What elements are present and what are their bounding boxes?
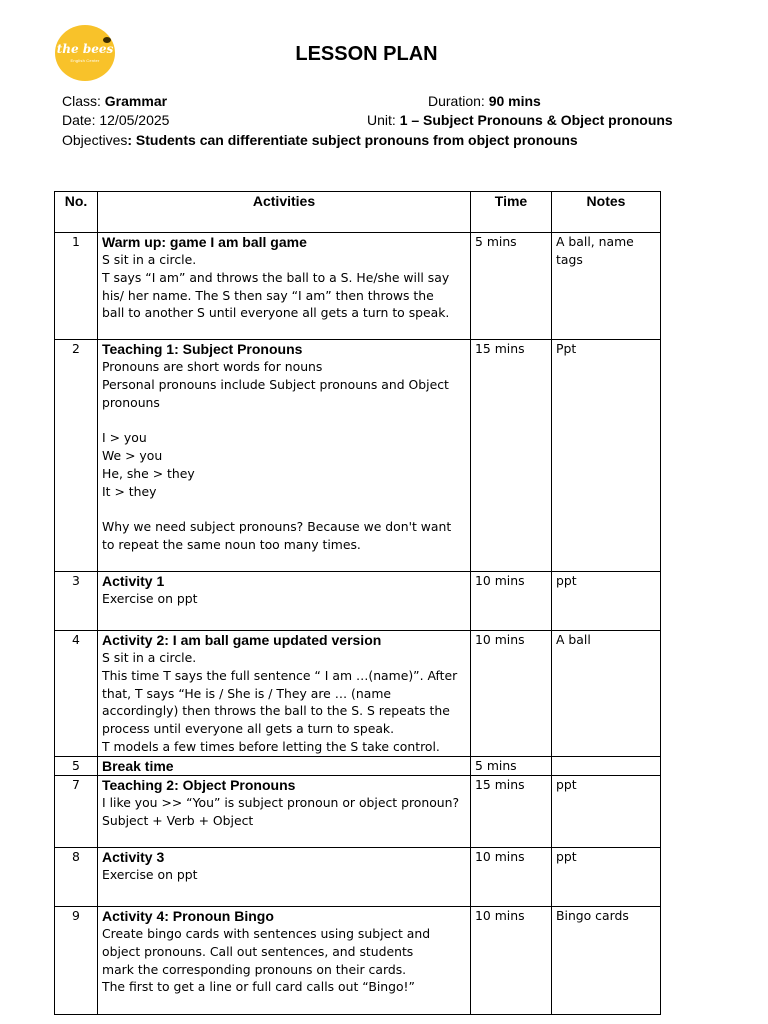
- objectives-label: Objectives: [62, 132, 128, 148]
- class-field: [62, 92, 167, 111]
- row-notes: [552, 233, 661, 340]
- activity-line: to repeat the same noun too many times.: [102, 536, 361, 552]
- header-time: Time: [471, 192, 552, 233]
- date-label: Date:: [62, 112, 100, 128]
- row-notes: [552, 776, 661, 848]
- row-notes: [552, 757, 661, 776]
- table-row: [55, 848, 661, 907]
- note-line: Bingo cards: [556, 908, 629, 923]
- row-activity: [98, 757, 471, 776]
- objectives-value: : Students can differentiate subject pronouns from object pronouns: [127, 132, 578, 148]
- activity-line: [102, 411, 466, 429]
- duration-value: 90 mins: [488, 93, 541, 109]
- row-notes: [552, 340, 661, 572]
- duration-label: Duration:: [428, 93, 489, 109]
- activity-line: Personal pronouns include Subject pronouns and Object: [102, 376, 449, 392]
- header-activities: Activities: [98, 192, 471, 233]
- activity-title: Activity 3: [102, 849, 165, 865]
- row-time: 10 mins: [471, 907, 552, 1015]
- activity-line: pronouns: [102, 394, 160, 410]
- activity-line: ball to another S until everyone all gets a turn to speak.: [102, 305, 450, 321]
- row-number: 2: [55, 340, 98, 572]
- class-value: Grammar: [104, 93, 168, 109]
- note-line: ppt: [556, 777, 577, 792]
- activity-title: Teaching 2: Object Pronouns: [102, 777, 296, 793]
- activity-line: T models a few times before letting the S take control.: [102, 738, 440, 754]
- class-label: Class:: [62, 93, 105, 109]
- date-field: [62, 111, 169, 130]
- lesson-plan-table: [54, 191, 661, 1015]
- activity-line: I > you: [102, 430, 147, 446]
- table-row: [55, 233, 661, 340]
- row-activity: [98, 776, 471, 848]
- note-line: ppt: [556, 573, 577, 588]
- table-body: [55, 233, 661, 1015]
- row-activity: [98, 340, 471, 572]
- activity-line: Exercise on ppt: [102, 867, 198, 882]
- activity-line: It > they: [102, 483, 157, 499]
- activity-title: Activity 1: [102, 573, 165, 589]
- table-row: [55, 631, 661, 757]
- row-activity: [98, 848, 471, 907]
- row-time: 5 mins: [471, 757, 552, 776]
- activity-line: This time T says the full sentence “ I am …(name)”. After: [102, 667, 458, 683]
- duration-field: [428, 92, 541, 111]
- row-notes: [552, 848, 661, 907]
- table-row: [55, 757, 661, 776]
- row-notes: [552, 907, 661, 1015]
- row-notes: [552, 631, 661, 757]
- activity-line: Why we need subject pronouns? Because we don't want: [102, 519, 452, 535]
- row-time: 15 mins: [471, 340, 552, 572]
- activity-line: Create bingo cards with sentences using subject and: [102, 926, 431, 941]
- row-number: 9: [55, 907, 98, 1015]
- row-time: 15 mins: [471, 776, 552, 848]
- activity-line: accordingly) then throws the ball to the S. S repeats the: [102, 703, 450, 719]
- activity-line: S sit in a circle.: [102, 252, 197, 267]
- activity-title: Break time: [102, 758, 174, 774]
- note-line: tags: [556, 251, 583, 267]
- logo-name: the bees: [56, 42, 114, 56]
- objectives-field: [62, 131, 578, 150]
- unit-label: Unit:: [367, 112, 400, 128]
- activity-line: We > you: [102, 447, 163, 463]
- activity-line: The first to get a line or full card calls out “Bingo!”: [102, 979, 415, 995]
- table-row: [55, 776, 661, 848]
- unit-field: [367, 111, 673, 130]
- table-row: [55, 907, 661, 1015]
- logo-tagline: English Center: [70, 58, 100, 63]
- date-value: 12/05/2025: [99, 112, 170, 128]
- row-activity: [98, 233, 471, 340]
- activity-title: Activity 2: I am ball game updated version: [102, 632, 382, 648]
- table-row: [55, 572, 661, 631]
- header-no: No.: [55, 192, 98, 233]
- header-notes: Notes: [552, 192, 661, 233]
- row-number: 4: [55, 631, 98, 757]
- activity-line: process until everyone all gets a turn to speak.: [102, 721, 395, 737]
- activity-line: T says “I am” and throws the ball to a S. He/she will say: [102, 269, 450, 285]
- activity-line: object pronouns. Call out sentences, and students: [102, 943, 414, 959]
- row-activity: [98, 572, 471, 631]
- activity-line: his/ her name. The S then say “I am” then throws the: [102, 287, 434, 303]
- page-title: LESSON PLAN: [295, 43, 438, 65]
- activity-line: mark the corresponding pronouns on their cards.: [102, 961, 407, 977]
- row-number: 7: [55, 776, 98, 848]
- row-activity: [98, 631, 471, 757]
- note-line: A ball: [556, 632, 591, 647]
- row-activity: [98, 907, 471, 1015]
- note-line: ppt: [556, 849, 577, 864]
- table-header-row: [55, 192, 661, 233]
- row-number: 8: [55, 848, 98, 907]
- activity-line: S sit in a circle.: [102, 650, 197, 665]
- row-time: 10 mins: [471, 572, 552, 631]
- row-time: 10 mins: [471, 631, 552, 757]
- activity-line: Subject + Verb + Object: [102, 812, 254, 828]
- activity-line: I like you >> “You” is subject pronoun or object pronoun?: [102, 795, 460, 810]
- activity-line: [102, 500, 466, 518]
- activity-line: that, T says “He is / She is / They are … (name: [102, 685, 392, 701]
- note-line: A ball, name: [556, 234, 634, 249]
- row-number: 1: [55, 233, 98, 340]
- table-row: [55, 340, 661, 572]
- unit-value: 1 – Subject Pronouns & Object pronouns: [399, 112, 673, 128]
- activity-title: Teaching 1: Subject Pronouns: [102, 341, 303, 357]
- activity-line: Exercise on ppt: [102, 591, 198, 606]
- note-line: Ppt: [556, 341, 577, 356]
- row-notes: [552, 572, 661, 631]
- activity-line: Pronouns are short words for nouns: [102, 359, 323, 374]
- activity-title: Activity 4: Pronoun Bingo: [102, 908, 274, 924]
- row-number: 3: [55, 572, 98, 631]
- activity-title: Warm up: game I am ball game: [102, 234, 307, 250]
- row-time: 5 mins: [471, 233, 552, 340]
- row-time: 10 mins: [471, 848, 552, 907]
- row-number: 5: [55, 757, 98, 776]
- activity-line: He, she > they: [102, 465, 195, 481]
